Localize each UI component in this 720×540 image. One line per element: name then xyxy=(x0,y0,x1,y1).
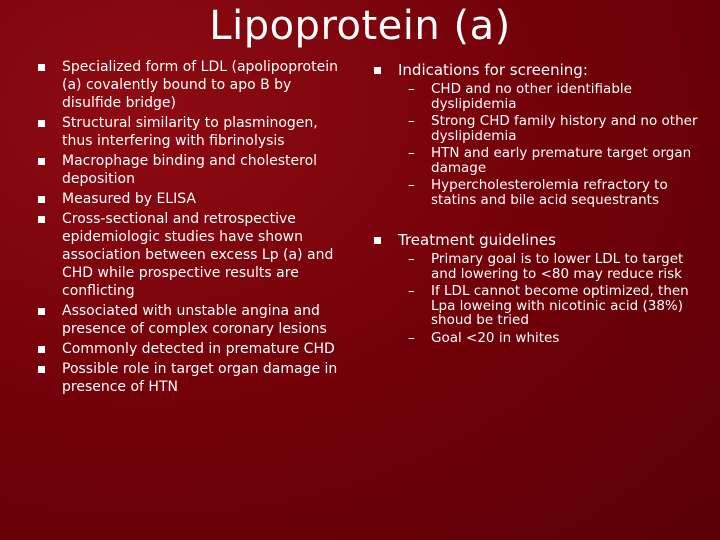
list-item xyxy=(32,360,348,396)
list-item xyxy=(368,82,708,111)
bullet-text: Specialized form of LDL (apolipoprotein (a) covalently bound to apo B by disulfide bridge) xyxy=(62,59,338,111)
list-item xyxy=(32,340,348,358)
square-bullet-icon xyxy=(38,308,45,315)
left-column xyxy=(32,58,348,398)
treatment-section xyxy=(368,230,708,250)
square-bullet-icon xyxy=(38,366,45,373)
right-column xyxy=(368,58,708,348)
bullet-text: Cross-sectional and retrospective epidemiologic studies have shown association between excess Lp (a) and CHD while prospective results are conflicting xyxy=(62,211,334,299)
dash-icon: – xyxy=(408,283,415,299)
square-bullet-icon xyxy=(38,64,45,71)
bullet-text: Macrophage binding and cholesterol deposition xyxy=(62,153,318,187)
list-item xyxy=(368,146,708,175)
screening-list xyxy=(368,82,708,207)
list-item xyxy=(368,331,708,346)
treatment-list xyxy=(368,252,708,345)
sub-item-text: Primary goal is to lower LDL to target and lowering to <80 may reduce risk xyxy=(431,251,684,282)
slide-title: Lipoprotein (a) xyxy=(209,3,511,49)
left-bullet-list xyxy=(32,58,348,396)
bullet-text: Measured by ELISA xyxy=(62,191,196,207)
dash-icon: – xyxy=(408,113,415,129)
list-item xyxy=(368,284,708,328)
bullet-text: Associated with unstable angina and presence of complex coronary lesions xyxy=(62,303,327,337)
sub-item-text: Strong CHD family history and no other dyslipidemia xyxy=(431,113,698,144)
dash-icon: – xyxy=(408,329,415,346)
dash-icon: – xyxy=(408,81,415,97)
list-item xyxy=(32,210,348,300)
square-bullet-icon xyxy=(374,67,381,74)
sub-item-text: CHD and no other identifiable dyslipidemia xyxy=(431,81,632,112)
list-item xyxy=(368,252,708,281)
dash-icon: – xyxy=(408,145,415,161)
square-bullet-icon xyxy=(374,237,381,244)
sub-item-text: Hypercholesterolemia refractory to statins and bile acid sequestrants xyxy=(431,177,668,208)
bullet-text: Possible role in target organ damage in presence of HTN xyxy=(62,361,338,395)
treatment-heading: Treatment guidelines xyxy=(398,231,556,249)
square-bullet-icon xyxy=(38,196,45,203)
list-item xyxy=(32,58,348,112)
list-item xyxy=(32,152,348,188)
bullet-text: Commonly detected in premature CHD xyxy=(62,341,335,357)
sub-item-text: Goal <20 in whites xyxy=(431,329,560,346)
dash-icon: – xyxy=(408,251,415,267)
dash-icon: – xyxy=(408,177,415,193)
list-item xyxy=(368,114,708,143)
screening-section xyxy=(368,60,708,80)
list-item xyxy=(368,178,708,207)
square-bullet-icon xyxy=(38,120,45,127)
list-item xyxy=(32,114,348,150)
square-bullet-icon xyxy=(38,158,45,165)
sub-item-text: HTN and early premature target organ damage xyxy=(431,145,692,176)
bullet-text: Structural similarity to plasminogen, thus interfering with fibrinolysis xyxy=(62,115,318,149)
list-item xyxy=(32,190,348,208)
square-bullet-icon xyxy=(38,346,45,353)
square-bullet-icon xyxy=(38,216,45,223)
sub-item-text: If LDL cannot become optimized, then Lpa loweing with nicotinic acid (38%) shoud be tried xyxy=(431,283,689,328)
list-item xyxy=(32,302,348,338)
screening-heading: Indications for screening: xyxy=(398,61,588,79)
